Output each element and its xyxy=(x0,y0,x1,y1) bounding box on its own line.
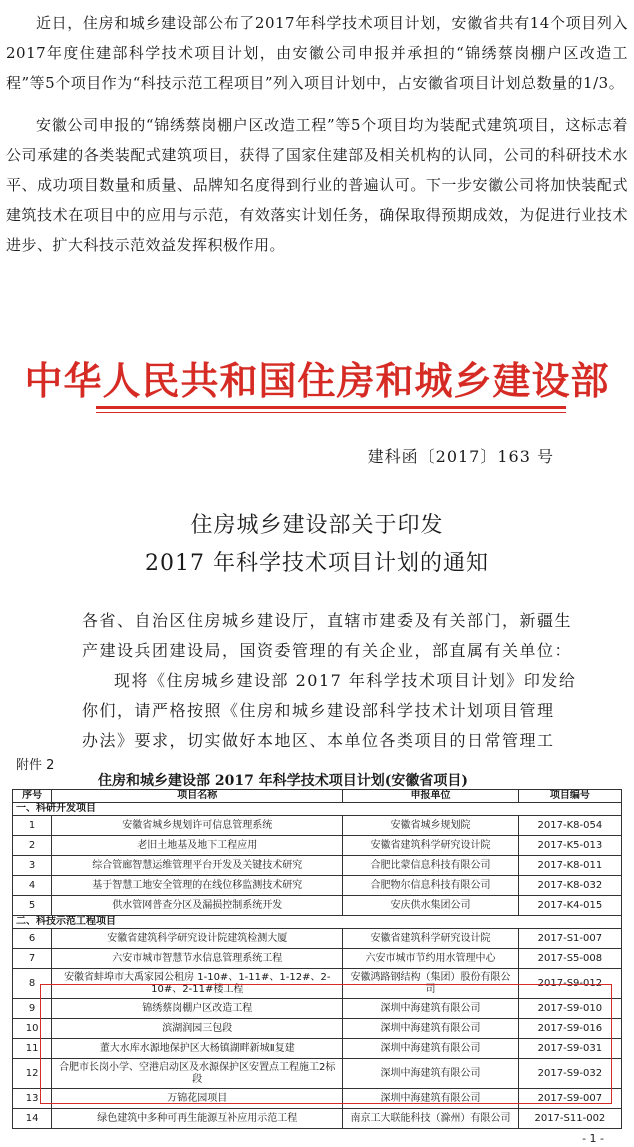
table-row xyxy=(13,836,622,856)
masthead-rule-thick xyxy=(96,406,566,409)
section-heading-demo: 二、科技示范工程项目 xyxy=(13,916,622,929)
cell-name: 基于智慧工地安全管理的在线位移监测技术研究 xyxy=(52,876,343,896)
cell-no: 10 xyxy=(13,1019,52,1039)
cell-name: 安徽省城乡规划许可信息管理系统 xyxy=(52,816,343,836)
cell-no: 13 xyxy=(13,1089,52,1109)
table-row xyxy=(13,816,622,836)
highlight-box xyxy=(40,984,612,1104)
cell-no: 4 xyxy=(13,876,52,896)
cell-unit: 深圳中海建筑有限公司 xyxy=(343,1059,518,1089)
notice-title-line-1: 住房城乡建设部关于印发 xyxy=(190,513,444,538)
cell-name: 综合管廊智慧运维管理平台开发及关键技术研究 xyxy=(52,856,343,876)
article-paragraph-1: 近日，住房和城乡建设部公布了2017年科学技术项目计划，安徽省共有14个项目列入2017年度住建部科学技术项目计划，由安徽公司申报并承担的“锦绣蔡岗棚户区改造工程”等5个项目作为“科技示范工程项目”列入项目计划中，占安徽省项目计划总数量的1/3。 xyxy=(6,14,628,92)
cell-code: 2017-S1-007 xyxy=(518,929,621,949)
document-number: 建科函〔2017〕163 号 xyxy=(367,447,554,466)
notice-body-line: 现将《住房城乡建设部 2017 年科学技术项目计划》印发给 xyxy=(114,671,577,690)
table-row xyxy=(13,1109,622,1129)
cell-name: 供水管网普查分区及漏损控制系统开发 xyxy=(52,896,343,916)
cell-name: 合肥市长岗小学、空港启动区及水源保护区安置点工程施工2标段 xyxy=(52,1059,343,1089)
cell-code: 2017-K5-013 xyxy=(518,836,621,856)
notice-document-scan xyxy=(0,338,634,750)
header-unit: 申报单位 xyxy=(343,790,518,803)
cell-no: 1 xyxy=(13,816,52,836)
cell-no: 5 xyxy=(13,896,52,916)
notice-body-line: 办法》要求，切实做好本地区、本单位各类项目的日常管理工 xyxy=(82,731,555,750)
ministry-masthead: 中华人民共和国住房和城乡建设部 xyxy=(24,358,610,403)
cell-code: 2017-S9-032 xyxy=(518,1059,621,1089)
cell-code: 2017-K8-011 xyxy=(518,856,621,876)
table-row xyxy=(13,876,622,896)
cell-no: 7 xyxy=(13,949,52,969)
cell-unit: 深圳中海建筑有限公司 xyxy=(343,999,518,1019)
table-row xyxy=(13,929,622,949)
cell-code: 2017-S9-012 xyxy=(518,969,621,999)
cell-code: 2017-S9-031 xyxy=(518,1039,621,1059)
cell-no: 12 xyxy=(13,1059,52,1089)
cell-no: 14 xyxy=(13,1109,52,1129)
cell-code: 2017-K8-032 xyxy=(518,876,621,896)
header-no: 序号 xyxy=(13,790,52,803)
cell-code: 2017-K8-054 xyxy=(518,816,621,836)
cell-code: 2017-S9-016 xyxy=(518,1019,621,1039)
notice-body-line: 产建设兵团建设局，国资委管理的有关企业，部直属有关单位： xyxy=(82,641,573,660)
cell-code: 2017-S9-007 xyxy=(518,1089,621,1109)
cell-name: 绿色建筑中多种可再生能源互补应用示范工程 xyxy=(52,1109,343,1129)
attachment-label: 附件 2 xyxy=(16,758,55,773)
cell-unit: 安徽省建筑科学研究设计院 xyxy=(343,929,518,949)
cell-no: 9 xyxy=(13,999,52,1019)
header-name: 项目名称 xyxy=(52,790,343,803)
cell-name: 锦绣蔡岗棚户区改造工程 xyxy=(52,999,343,1019)
cell-unit: 安徽省建筑科学研究设计院 xyxy=(343,836,518,856)
table-header-row xyxy=(13,790,622,803)
cell-no: 2 xyxy=(13,836,52,856)
cell-unit: 安徽鸿路钢结构（集团）股份有限公司 xyxy=(343,969,518,999)
cell-name: 六安市城市智慧节水信息管理系统工程 xyxy=(52,949,343,969)
cell-unit: 南京工大联能科技（滁州）有限公司 xyxy=(343,1109,518,1129)
article-body xyxy=(6,8,628,272)
cell-code: 2017-K4-015 xyxy=(518,896,621,916)
cell-code: 2017-S5-008 xyxy=(518,949,621,969)
cell-unit: 深圳中海建筑有限公司 xyxy=(343,1089,518,1109)
section-heading-research: 一、科研开发项目 xyxy=(13,803,622,816)
cell-name: 万锦花园项目 xyxy=(52,1089,343,1109)
notice-body xyxy=(82,606,582,756)
cell-unit: 深圳中海建筑有限公司 xyxy=(343,1019,518,1039)
cell-name: 董大水库水源地保护区大杨镇湖畔新城Ⅱ复建 xyxy=(52,1039,343,1059)
cell-name: 安徽省蚌埠市大禹家园公租房 1-10#、1-11#、1-12#、2-10#、2-11#楼工程 xyxy=(52,969,343,999)
cell-unit: 合肥比蒙信息科技有限公司 xyxy=(343,856,518,876)
notice-body-line: 各省、自治区住房城乡建设厅，直辖市建委及有关部门，新疆生 xyxy=(82,611,573,630)
cell-code: 2017-S11-002 xyxy=(518,1109,621,1129)
cell-no: 11 xyxy=(13,1039,52,1059)
cell-name: 老旧土地基及地下工程应用 xyxy=(52,836,343,856)
table-row xyxy=(13,856,622,876)
cell-unit: 安徽省城乡规划院 xyxy=(343,816,518,836)
cell-no: 3 xyxy=(13,856,52,876)
cell-unit: 合肥物尔信息科技有限公司 xyxy=(343,876,518,896)
notice-title-line-2: 2017 年科学技术项目计划的通知 xyxy=(145,551,489,576)
cell-unit: 安庆供水集团公司 xyxy=(343,896,518,916)
table-row xyxy=(13,896,622,916)
page-number: - 1 - xyxy=(582,1132,604,1145)
table-row xyxy=(13,949,622,969)
notice-body-line: 你们，请严格按照《住房和城乡建设部科学技术计划项目管理 xyxy=(82,701,555,720)
article-paragraph-2: 安徽公司申报的“锦绣蔡岗棚户区改造工程”等5个项目均为装配式建筑项目，这标志着公司承建的各类装配式建筑项目，获得了国家住建部及相关机构的认同，公司的科研技术水平、成功项目数量和质量、品牌知名度得到行业的普遍认可。下一步安徽公司将加快装配式建筑技术在项目中的应用与示范，有效落实计划任务，确保取得预期成效，为促进行业技术进步、扩大科技示范效益发挥积极作用。 xyxy=(6,116,628,254)
cell-name: 滨湖润园三包段 xyxy=(52,1019,343,1039)
cell-no: 6 xyxy=(13,929,52,949)
cell-unit: 六安市城市节约用水管理中心 xyxy=(343,949,518,969)
cell-name: 安徽省建筑科学研究设计院建筑检测大厦 xyxy=(52,929,343,949)
cell-code: 2017-S9-010 xyxy=(518,999,621,1019)
header-code: 项目编号 xyxy=(518,790,621,803)
masthead-rule-thin xyxy=(96,412,566,413)
cell-unit: 深圳中海建筑有限公司 xyxy=(343,1039,518,1059)
cell-no: 8 xyxy=(13,969,52,999)
table-title: 住房和城乡建设部 2017 年科学技术项目计划(安徽省项目) xyxy=(98,773,468,789)
